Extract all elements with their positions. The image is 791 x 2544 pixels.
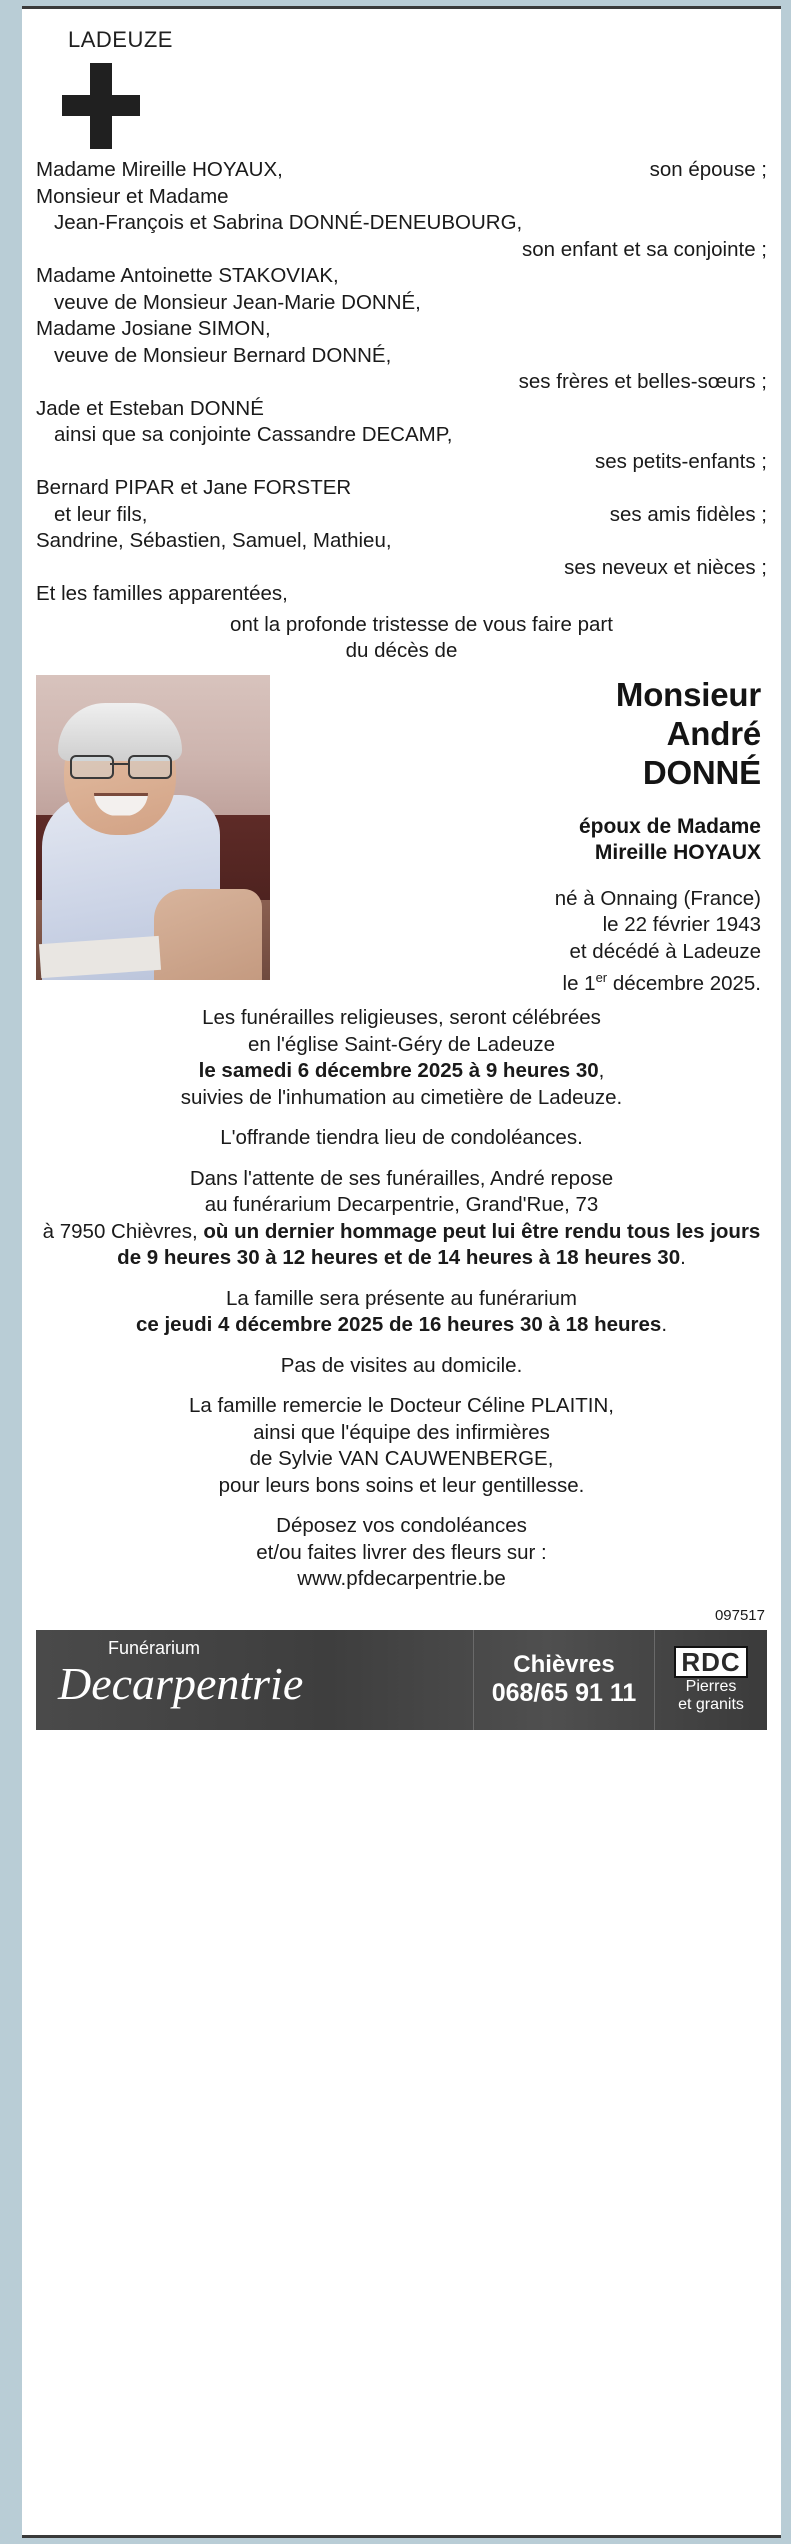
funeral-home-banner bbox=[36, 1630, 767, 1730]
banner-city: Chièvres bbox=[513, 1651, 615, 1679]
family-relation: son épouse ; bbox=[649, 158, 767, 181]
family-name: Bernard PIPAR et Jane FORSTER bbox=[36, 476, 352, 499]
family-row bbox=[36, 555, 767, 582]
deceased-title: Monsieur bbox=[615, 675, 761, 713]
family-name: veuve de Monsieur Bernard DONNÉ, bbox=[54, 343, 392, 367]
funerarium-line-2: au funérarium Decarpentrie, Grand'Rue, 73 bbox=[204, 1193, 599, 1217]
family-name: Monsieur et Madame bbox=[36, 184, 229, 208]
deceased-hero-block bbox=[36, 675, 767, 998]
family-name: Jade et Esteban DONNÉ bbox=[36, 396, 264, 420]
family-name: ainsi que sa conjointe Cassandre DECAMP, bbox=[54, 423, 453, 446]
funeral-line-2: en l'église Saint-Géry de Ladeuze bbox=[247, 1032, 556, 1056]
family-relation: ses frères et belles-sœurs ; bbox=[518, 370, 767, 393]
banner-brand-name: Decarpentrie bbox=[58, 1657, 304, 1709]
thanks-line-2: ainsi que l'équipe des infirmières bbox=[253, 1420, 550, 1444]
locality-heading: LADEUZE bbox=[68, 27, 173, 52]
funeral-service-paragraph bbox=[36, 1005, 767, 1111]
family-row bbox=[36, 581, 767, 608]
deceased-lastname: DONNÉ bbox=[642, 753, 761, 791]
family-row bbox=[36, 502, 767, 529]
no-home-visits: Pas de visites au domicile. bbox=[280, 1353, 523, 1377]
family-name: Madame Mireille HOYAUX, bbox=[36, 158, 283, 181]
banner-rdc-sub-1: Pierres bbox=[685, 1677, 737, 1695]
family-row bbox=[36, 316, 767, 343]
death-date-suffix: décembre 2025. bbox=[607, 971, 761, 995]
death-place: et décédé à Ladeuze bbox=[569, 939, 761, 963]
family-name: Madame Josiane SIMON, bbox=[36, 317, 271, 340]
family-row bbox=[36, 343, 767, 370]
funeral-line-1: Les funérailles religieuses, seront célébrées bbox=[202, 1006, 601, 1030]
birth-death-details bbox=[282, 886, 761, 998]
family-row bbox=[36, 528, 767, 555]
family-name: Jean-François et Sabrina DONNÉ-DENEUBOURG, bbox=[54, 211, 523, 234]
family-presence-period: . bbox=[661, 1313, 668, 1337]
birth-date: le 22 février 1943 bbox=[602, 913, 761, 936]
funerarium-paragraph bbox=[36, 1166, 767, 1272]
family-row bbox=[36, 396, 767, 423]
thanks-line-4: pour leurs bons soins et leur gentillesse. bbox=[218, 1473, 585, 1497]
photo-arm bbox=[154, 889, 262, 980]
family-row bbox=[36, 475, 767, 502]
cross-horizontal-bar bbox=[62, 95, 140, 116]
deceased-name-block bbox=[270, 675, 767, 998]
photo-glasses bbox=[70, 755, 170, 775]
condolences-paragraph bbox=[36, 1513, 767, 1593]
family-relation: ses petits-enfants ; bbox=[594, 449, 767, 473]
cross-symbol-wrapper bbox=[36, 53, 767, 155]
family-presence-datetime: ce jeudi 4 décembre 2025 de 16 heures 30 à 18 heures bbox=[135, 1313, 662, 1337]
announcement-line-1: ont la profonde tristesse de vous faire part bbox=[230, 612, 613, 636]
funerarium-visiting-hours: où un dernier hommage peut lui être rendu tous les jours de 9 heures 30 à 12 heures et de 14 heures à 18 heures 30 bbox=[117, 1219, 761, 1270]
spouse-line-1: époux de Madame bbox=[578, 814, 761, 838]
family-row bbox=[36, 237, 767, 264]
family-list bbox=[36, 157, 767, 608]
family-row bbox=[36, 290, 767, 317]
funeral-comma: , bbox=[598, 1059, 605, 1083]
burial-line: suivies de l'inhumation au cimetière de Ladeuze. bbox=[180, 1085, 623, 1109]
thanks-line-1: La famille remercie le Docteur Céline PLAITIN, bbox=[189, 1394, 614, 1418]
banner-brand-block bbox=[36, 1630, 473, 1730]
condolences-line-1: Déposez vos condoléances bbox=[276, 1514, 527, 1538]
banner-rdc-sub-2: et granits bbox=[678, 1695, 744, 1713]
funerarium-line-1: Dans l'attente de ses funérailles, André repose bbox=[189, 1166, 614, 1190]
banner-funerarium-label: Funérarium bbox=[108, 1637, 201, 1658]
thanks-paragraph bbox=[36, 1393, 767, 1499]
family-name: et leur fils, bbox=[54, 502, 148, 526]
deceased-firstname: André bbox=[666, 714, 761, 752]
family-row bbox=[36, 263, 767, 290]
family-relation: ses amis fidèles ; bbox=[609, 502, 767, 526]
portrait-photo bbox=[36, 675, 270, 980]
family-row bbox=[36, 184, 767, 211]
announcement-text bbox=[36, 612, 767, 665]
family-presence-paragraph bbox=[36, 1286, 767, 1339]
cross-icon bbox=[62, 63, 140, 149]
family-relation: ses neveux et nièces ; bbox=[564, 555, 767, 579]
family-row bbox=[36, 422, 767, 449]
family-presence-line: La famille sera présente au funérarium bbox=[226, 1286, 577, 1310]
funeral-datetime: le samedi 6 décembre 2025 à 9 heures 30 bbox=[198, 1059, 599, 1083]
family-name: Madame Antoinette STAKOVIAK, bbox=[36, 264, 339, 287]
death-date-ordinal: er bbox=[595, 970, 608, 985]
family-row bbox=[36, 210, 767, 237]
family-name: veuve de Monsieur Jean-Marie DONNÉ, bbox=[54, 290, 421, 314]
banner-contact-block bbox=[473, 1630, 654, 1730]
offering-paragraph: L'offrande tiendra lieu de condoléances. bbox=[220, 1126, 583, 1150]
funerarium-address: à 7950 Chièvres, bbox=[42, 1219, 204, 1243]
birth-place: né à Onnaing (France) bbox=[554, 886, 761, 910]
thanks-line-3: de Sylvie VAN CAUWENBERGE, bbox=[249, 1447, 554, 1471]
family-row bbox=[36, 369, 767, 396]
family-relation: son enfant et sa conjointe ; bbox=[521, 237, 767, 261]
notice-sheet bbox=[22, 6, 781, 2538]
banner-rdc-block bbox=[654, 1630, 767, 1730]
condolences-website[interactable]: www.pfdecarpentrie.be bbox=[297, 1567, 506, 1591]
death-date bbox=[282, 965, 761, 997]
announcement-line-2: du décès de bbox=[345, 639, 458, 662]
banner-rdc-logo: RDC bbox=[674, 1646, 747, 1678]
family-name: Sandrine, Sébastien, Samuel, Mathieu, bbox=[36, 529, 392, 552]
spouse-line-2: Mireille HOYAUX bbox=[594, 840, 761, 864]
banner-rdc-subtitle bbox=[678, 1678, 744, 1714]
banner-phone[interactable]: 068/65 91 11 bbox=[491, 1679, 637, 1708]
family-row bbox=[36, 449, 767, 476]
condolences-line-2: et/ou faites livrer des fleurs sur : bbox=[256, 1540, 547, 1564]
death-date-prefix: le 1 bbox=[562, 971, 596, 995]
family-name: Et les familles apparentées, bbox=[36, 582, 288, 605]
service-details bbox=[36, 1005, 767, 1593]
funerarium-period: . bbox=[680, 1246, 686, 1270]
family-row bbox=[36, 157, 767, 184]
reference-number: 097517 bbox=[714, 1606, 765, 1624]
